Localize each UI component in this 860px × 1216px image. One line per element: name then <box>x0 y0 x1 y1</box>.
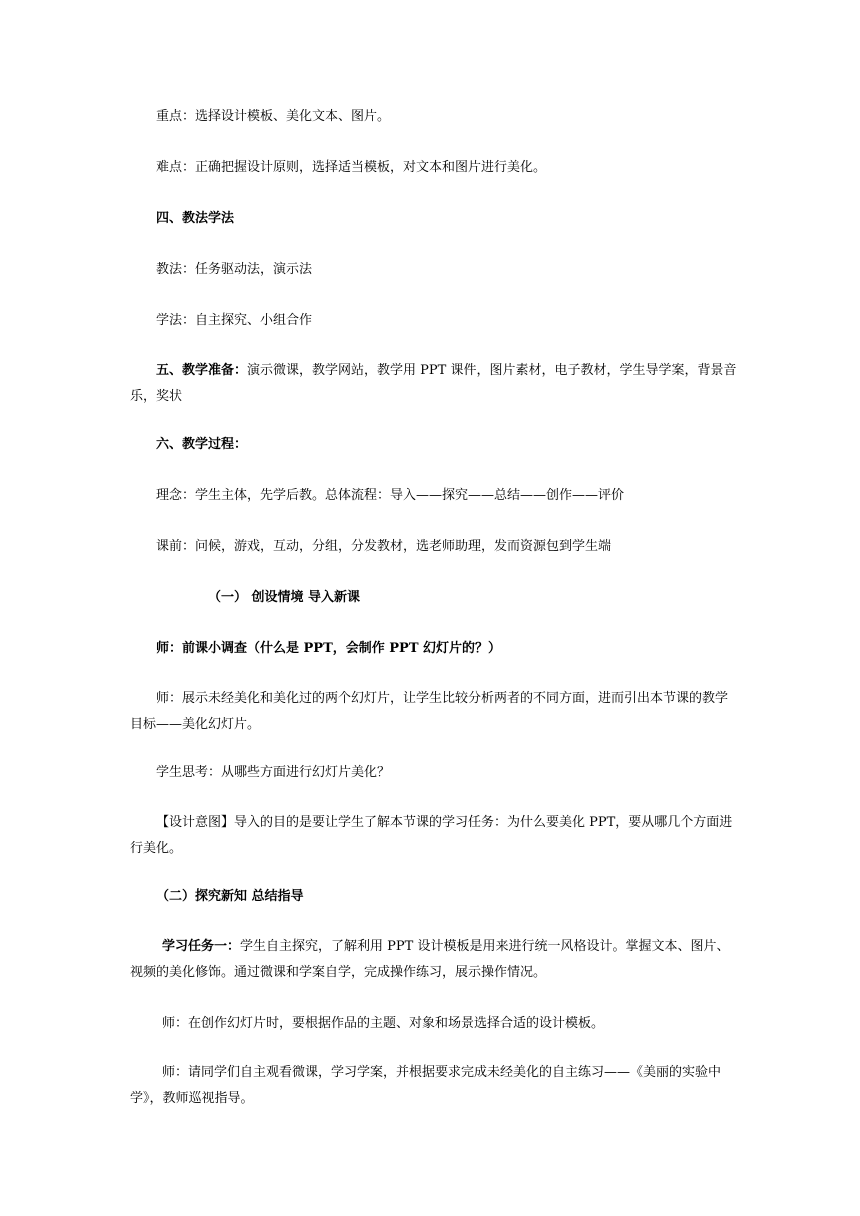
paragraph-survey: 师：前课小调查（什么是 PPT，会制作 PPT 幻灯片的？） <box>156 641 502 656</box>
preparation-text: 演示微课，教学网站，教学用 PPT 课件，图片素材，电子教材，学生导学案，背景音乐，奖状 <box>130 363 737 404</box>
heading-teaching-process: 六、教学过程： <box>156 437 248 452</box>
heading-preparation: 五、教学准备： <box>156 363 248 378</box>
paragraph-design-intent: 【设计意图】导入的目的是要让学生了解本节课的学习任务：为什么要美化 PPT，要从哪几个方面进行美化。 <box>130 815 733 856</box>
paragraph-learning-method: 学法：自主探究、小组合作 <box>156 313 313 328</box>
paragraph-self-study: 师：请同学们自主观看微课，学习学案，并根据要求完成未经美化的自主练习——《美丽的实验中学》，教师巡视指导。 <box>130 1065 722 1106</box>
task-one-text: 学生自主探究，了解利用 PPT 设计模板是用来进行统一风格设计。掌握文本、图片、视频的美化修饰。通过微课和学案自学，完成操作练习，展示操作情况。 <box>130 939 730 980</box>
paragraph-task-one <box>130 934 740 986</box>
paragraph-student-thinking: 学生思考：从哪些方面进行幻灯片美化？ <box>156 765 391 780</box>
heading-task-one: 学习任务一： <box>162 939 241 954</box>
paragraph-difficulties: 难点：正确把握设计原则，选择适当模板，对文本和图片进行美化。 <box>156 160 547 175</box>
paragraph-concept: 理念：学生主体，先学后教。总体流程：导入——探究——总结——创作——评价 <box>156 488 625 503</box>
paragraph-teaching-method: 教法：任务驱动法，演示法 <box>156 262 313 277</box>
paragraph-before-class: 课前：问候，游戏，互动，分组，分发教材，选老师助理，发而资源包到学生端 <box>156 539 612 554</box>
heading-section-two: （二）探究新知 总结指导 <box>156 889 304 904</box>
paragraph-teacher-demo: 师：展示未经美化和美化过的两个幻灯片，让学生比较分析两者的不同方面，进而引出本节课的教学目标——美化幻灯片。 <box>130 691 729 732</box>
paragraph-template-choice: 师：在创作幻灯片时，要根据作品的主题、对象和场景选择合适的设计模板。 <box>162 1016 605 1031</box>
heading-section-one: （一） 创设情境 导入新课 <box>208 590 361 605</box>
paragraph-key-points: 重点：选择设计模板、美化文本、图片。 <box>156 109 391 124</box>
paragraph-preparation <box>130 358 740 410</box>
heading-teaching-methods: 四、教法学法 <box>156 211 235 226</box>
